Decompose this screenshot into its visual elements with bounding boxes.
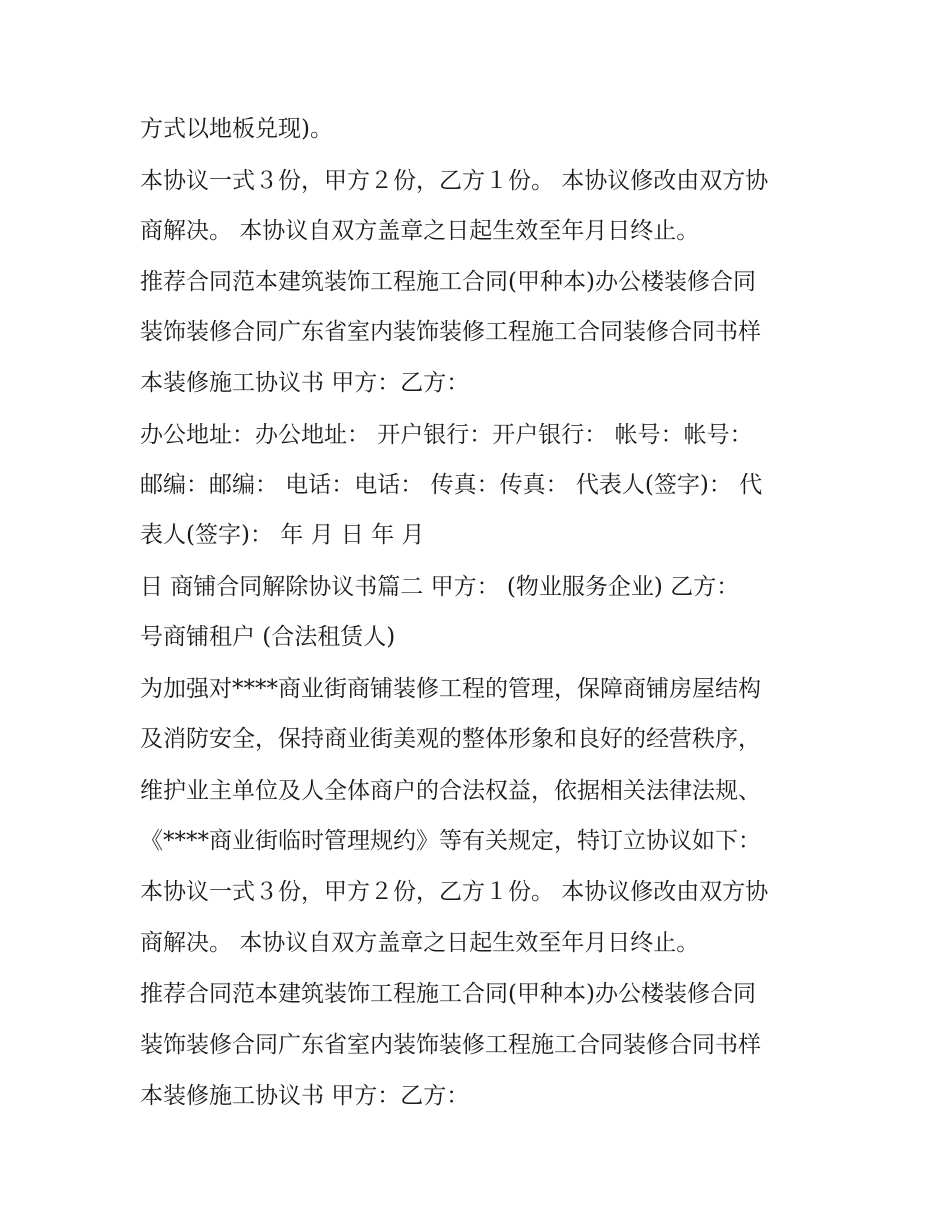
- text-line: 办公地址：办公地址： 开户银行：开户银行： 帐号：帐号：: [140, 422, 753, 448]
- text-line: 装饰装修合同广东省室内装饰装修工程施工合同装修合同书样: [140, 319, 761, 345]
- text-line: 推荐合同范本建筑装饰工程施工合同(甲种本)办公楼装修合同: [140, 269, 756, 295]
- text-line: 为加强对****商业街商铺装修工程的管理，保障商铺房屋结构: [140, 676, 761, 702]
- text-line: 方式以地板兑现)。: [140, 116, 333, 142]
- text-line: 邮编：邮编： 电话：电话： 传真：传真： 代表人(签字)： 代: [140, 472, 763, 498]
- text-line: 商解决。 本协议自双方盖章之日起生效至年月日终止。: [140, 218, 700, 244]
- text-line: 装饰装修合同广东省室内装饰装修工程施工合同装修合同书样: [140, 1032, 761, 1058]
- text-line: 号商铺租户 (合法租赁人): [140, 624, 396, 650]
- text-line: 本协议一式３份，甲方２份，乙方１份。 本协议修改由双方协: [140, 879, 769, 905]
- text-line: 本装修施工协议书 甲方：乙方：: [140, 1083, 470, 1109]
- text-line: 本装修施工协议书 甲方：乙方：: [140, 370, 470, 396]
- text-line: 本协议一式３份，甲方２份，乙方１份。 本协议修改由双方协: [140, 168, 769, 194]
- text-line: 日 商铺合同解除协议书篇二 甲方： (物业服务企业) 乙方：: [140, 574, 740, 600]
- text-line: 商解决。 本协议自双方盖章之日起生效至年月日终止。: [140, 930, 700, 956]
- text-line: 《****商业街临时管理规约》等有关规定，特订立协议如下：: [140, 828, 761, 854]
- text-line: 表人(签字)： 年 月 日 年 月: [140, 522, 425, 548]
- text-line: 推荐合同范本建筑装饰工程施工合同(甲种本)办公楼装修合同: [140, 981, 756, 1007]
- text-line: 维护业主单位及人全体商户的合法权益，依据相关法律法规、: [140, 778, 761, 804]
- text-line: 及消防安全，保持商业街美观的整体形象和良好的经营秩序，: [140, 726, 761, 752]
